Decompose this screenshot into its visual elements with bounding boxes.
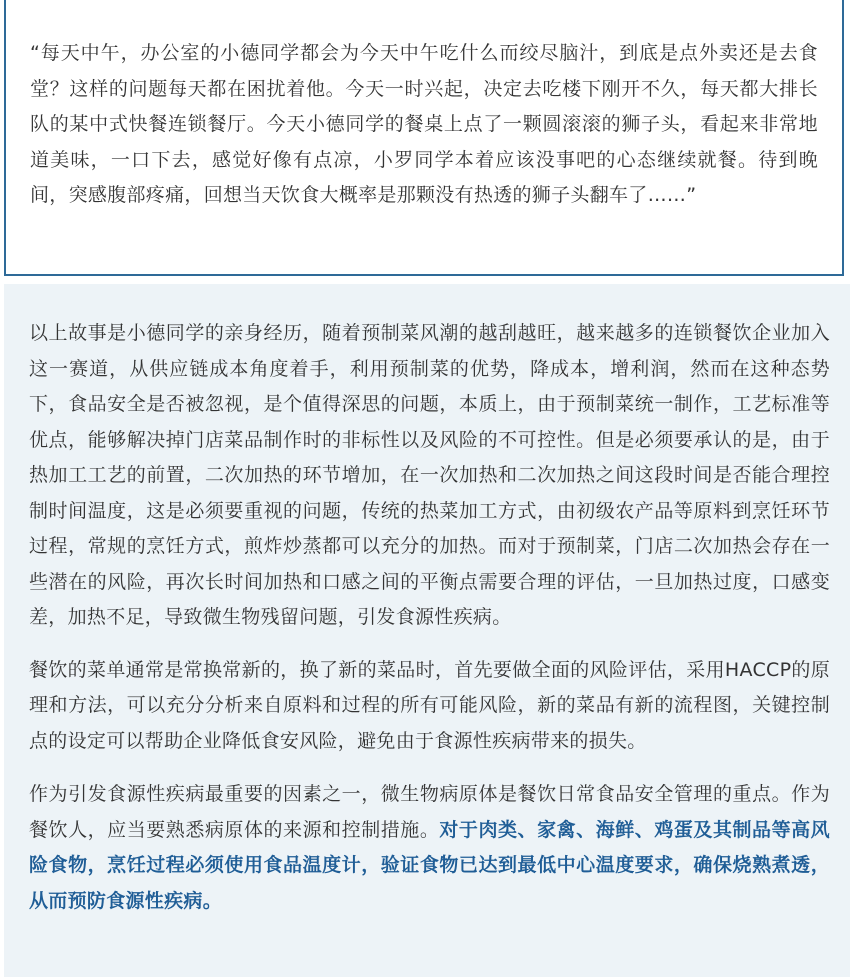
article-paragraph-3 xyxy=(29,777,830,919)
article-paragraph-1: 以上故事是小德同学的亲身经历，随着预制菜风潮的越刮越旺，越来越多的连锁餐饮企业加入这一赛道，从供应链成本角度着手，利用预制菜的优势，降成本，增利润，然而在这种态势下，食品安全是否被忽视，是个值得深思的问题，本质上，由于预制菜统一制作，工艺标准等优点，能够解决掉门店菜品制作时的非标性以及风险的不可控性。但是必须要承认的是，由于热加工工艺的前置，二次加热的环节增加，在一次加热和二次加热之间这段时间是否能合理控制时间温度，这是必须要重视的问题，传统的热菜加工方式，由初级农产品等原料到烹饪环节过程，常规的烹饪方式，煎炸炒蒸都可以充分的加热。而对于预制菜，门店二次加热会存在一些潜在的风险，再次长时间加热和口感之间的平衡点需要合理的评估，一旦加热过度，口感变差，加热不足，导致微生物残留问题，引发食源性疾病。 xyxy=(29,322,830,628)
paragraph-3-normal-text: 作为引发食源性疾病最重要的因素之一，微生物病原体是餐饮日常食品安全管理的重点。作为餐饮人，应当要熟悉病原体的来源和控制措施。 xyxy=(29,783,830,841)
paragraph-3-highlight-text: 对于肉类、家禽、海鲜、鸡蛋及其制品等高风险食物，烹饪过程必须使用食品温度计，验证食物已达到最低中心温度要求，确保烧熟煮透，从而预防食源性疾病。 xyxy=(29,818,830,912)
quote-box xyxy=(4,0,844,276)
quote-text: “每天中午，办公室的小德同学都会为今天中午吃什么而绞尽脑汁，到底是点外卖还是去食堂？这样的问题每天都在困扰着他。今天一时兴起，决定去吃楼下刚开不久，每天都大排长队的某中式快餐连锁餐厅。今天小德同学的餐桌上点了一颗圆滚滚的狮子头，看起来非常地道美味，一口下去，感觉好像有点凉，小罗同学本着应该没事吧的心态继续就餐。待到晚间，突感腹部疼痛，回想当天饮食大概率是那颗没有热透的狮子头翻车了……” xyxy=(30,42,818,206)
article-paragraph-2: 餐饮的菜单通常是常换常新的，换了新的菜品时，首先要做全面的风险评估，采用HACCP的原理和方法，可以充分分析来自原料和过程的所有可能风险，新的菜品有新的流程图，关键控制点的设定可以帮助企业降低食安风险，避免由于食源性疾病带来的损失。 xyxy=(29,658,830,752)
article-body xyxy=(4,284,850,977)
